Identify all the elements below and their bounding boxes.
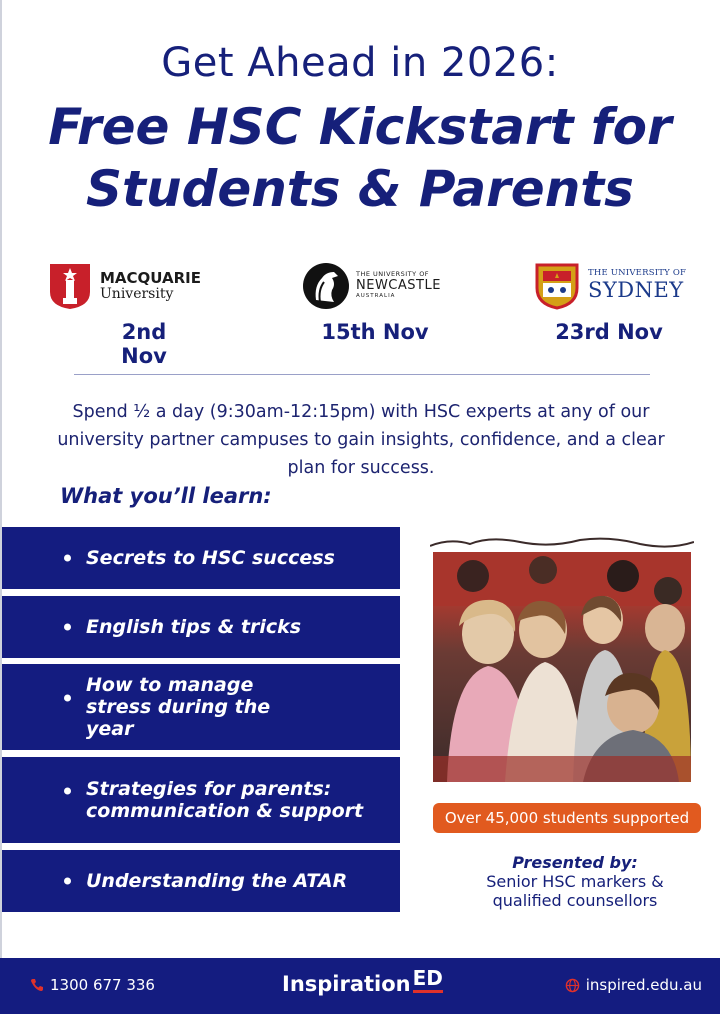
headline-year: Get Ahead in 2026: xyxy=(161,40,559,86)
phone-number: 1300 677 336 xyxy=(50,976,155,994)
bullet-icon xyxy=(64,695,71,702)
brand-suffix: ED xyxy=(413,966,443,993)
globe-icon xyxy=(565,978,580,993)
phone-contact[interactable] xyxy=(30,976,155,994)
learn-item xyxy=(2,850,400,912)
presenters xyxy=(440,853,710,910)
students-photo-illustration xyxy=(433,546,691,782)
brand-logo xyxy=(282,966,443,996)
headline-line-1: Free HSC Kickstart for xyxy=(48,98,672,156)
newcastle-horse-icon xyxy=(302,262,350,310)
intro-paragraph: Spend ½ a day (9:30am-12:15pm) with HSC experts at any of our university partner campuses to gain insights, confidence, and a clear plan for success. xyxy=(57,402,665,478)
bullet-icon xyxy=(64,788,71,795)
learn-item xyxy=(2,596,400,658)
students-supported-badge: Over 45,000 students supported xyxy=(433,803,701,833)
presenters-line-2: qualified counsellors xyxy=(492,891,658,910)
learn-item-text: Strategies for parents: communication & support xyxy=(86,778,364,822)
photo-torn-edge xyxy=(430,536,694,552)
students-photo xyxy=(433,546,691,782)
learn-item-text: Secrets to HSC success xyxy=(86,547,335,569)
bullet-icon xyxy=(64,624,71,631)
website-url: inspired.edu.au xyxy=(585,976,702,994)
presenters-line-1: Senior HSC markers & xyxy=(486,872,664,891)
newcastle-name-main: NEWCASTLE xyxy=(356,278,441,293)
sydney-date: 23rd Nov xyxy=(555,320,663,344)
macquarie-name-top: MACQUARIE xyxy=(100,269,202,287)
divider xyxy=(74,374,650,375)
macquarie-name-bottom: University xyxy=(100,286,174,302)
headline-line-2: Students & Parents xyxy=(86,160,634,218)
learn-item xyxy=(2,527,400,589)
presented-by-title: Presented by: xyxy=(512,853,638,872)
sydney-name-small: THE UNIVERSITY OF xyxy=(588,268,687,278)
learn-item-text: English tips & tricks xyxy=(86,616,302,638)
bullet-icon xyxy=(64,555,71,562)
bullet-icon xyxy=(64,878,71,885)
newcastle-name-small: THE UNIVERSITY OF xyxy=(356,270,430,278)
sydney-name-main: SYDNEY xyxy=(588,278,684,302)
newcastle-logo xyxy=(302,262,441,315)
sydney-logo xyxy=(534,262,687,315)
newcastle-name-sub: AUSTRALIA xyxy=(356,293,396,299)
newcastle-date: 15th Nov xyxy=(321,320,429,344)
learn-heading: What you’ll learn: xyxy=(60,484,272,508)
macquarie-logo xyxy=(48,262,202,315)
learn-item-text: How to manage stress during the year xyxy=(86,674,271,740)
macquarie-date: 2nd Nov xyxy=(121,320,167,368)
footer-bar xyxy=(0,958,720,1014)
headline-main xyxy=(0,96,720,220)
learn-item xyxy=(2,757,400,843)
macquarie-crest-icon xyxy=(48,262,92,310)
learn-item xyxy=(2,664,400,750)
sydney-crest-icon xyxy=(534,262,580,310)
phone-icon xyxy=(30,978,44,992)
website-link[interactable] xyxy=(565,976,702,994)
learn-item-text: Understanding the ATAR xyxy=(86,870,348,892)
brand-name: Inspiration xyxy=(282,972,411,996)
